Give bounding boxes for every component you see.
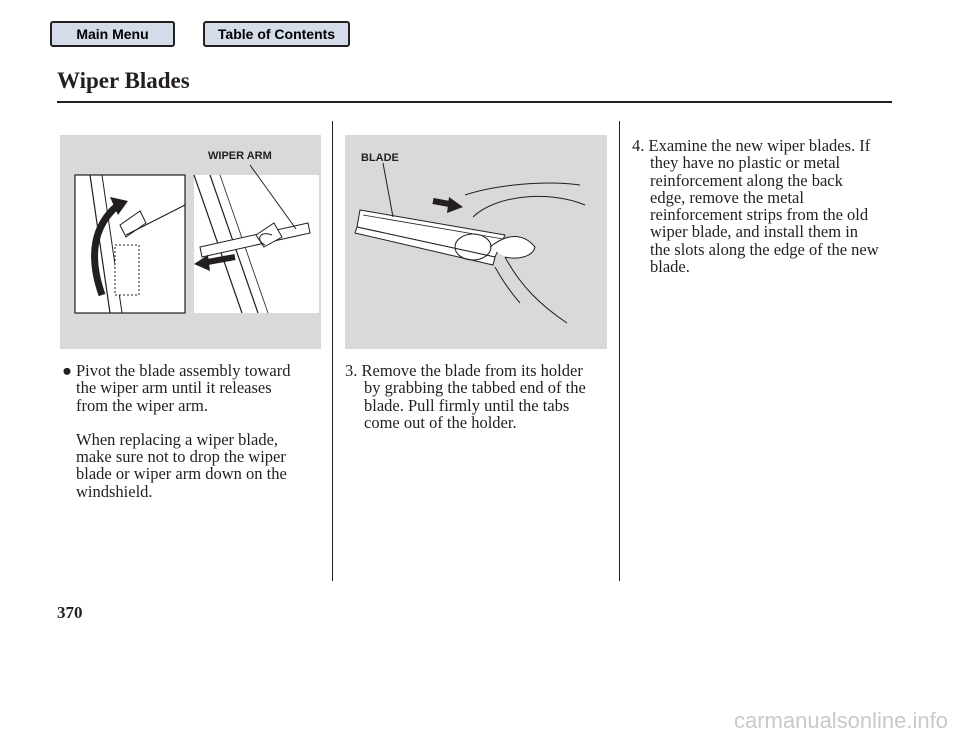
main-menu-button[interactable]: Main Menu (50, 21, 175, 47)
blade-removal-illustration (345, 135, 607, 349)
wiper-arm-illustration (60, 135, 321, 349)
table-of-contents-button[interactable]: Table of Contents (203, 21, 350, 47)
blade-label: BLADE (361, 152, 399, 164)
column-divider (619, 121, 620, 581)
page-number: 370 (57, 603, 83, 622)
column-divider (332, 121, 333, 581)
step-3-instruction: 3. Remove the blade from its holder by grabbing the tabbed end of the blade. Pull firmly until the tabs come out of the holder. (345, 361, 586, 432)
pivot-instruction: Pivot the blade assembly toward the wiper arm until it releases from the wiper arm. When replacing a wiper blade, make sure not to drop the wiper blade or wiper arm down on the windshield. (76, 361, 291, 501)
step-4-instruction: 4. Examine the new wiper blades. If they have no plastic or metal reinforcement along the back edge, remove the metal reinforcement strips from the old wiper blade, and install them in the slots along the edge of the new blade. (632, 136, 879, 277)
title-rule (57, 101, 892, 103)
bullet-marker: ● (62, 361, 72, 380)
wiper-arm-label: WIPER ARM (208, 150, 272, 162)
page-title: Wiper Blades (57, 68, 190, 93)
watermark: carmanualsonline.info (733, 708, 948, 733)
